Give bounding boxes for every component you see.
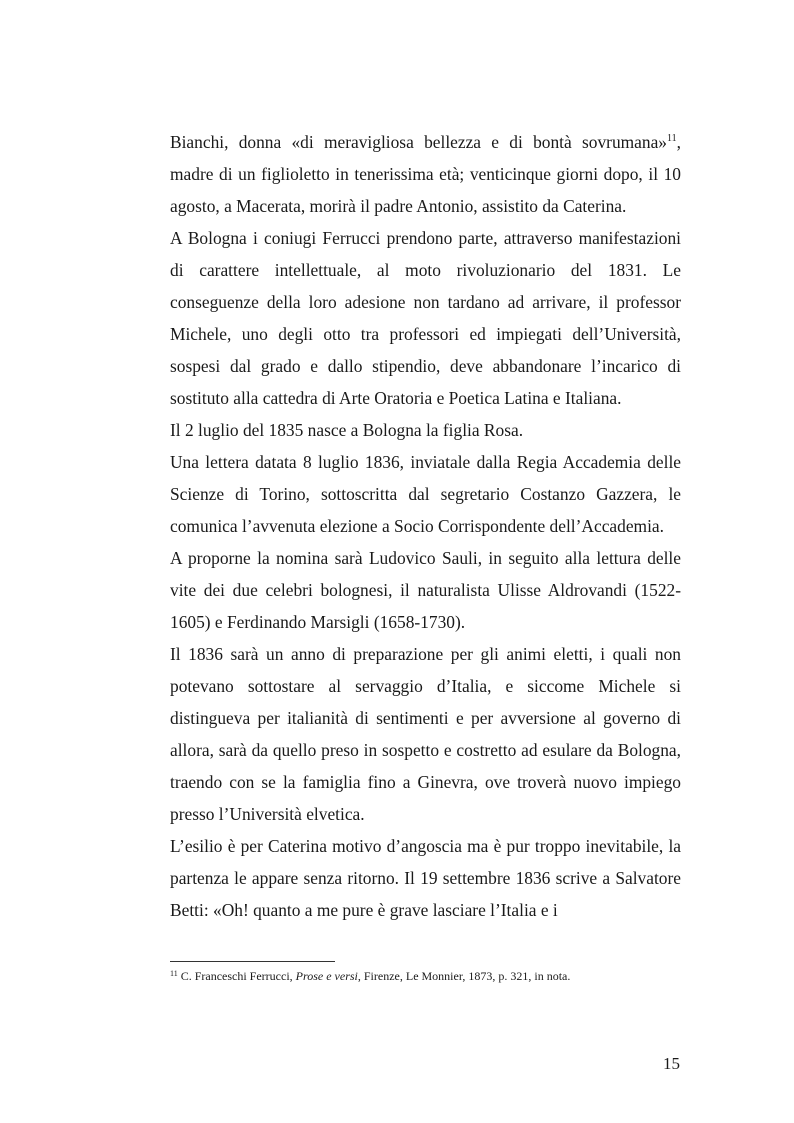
footnote-reference-11[interactable]: 11 [667,133,677,144]
paragraph-2: A Bologna i coniugi Ferrucci prendono parte, attraverso manifestazioni di carattere intellettuale, al moto rivoluzionario del 1831. Le conseguenze della loro adesione non tardano ad arrivare, il professor Michele, uno degli otto tra professori ed impiegati dell’Università, sospesi dal grado e dallo stipendio, deve abbandonare l’incarico di sostituto alla cattedra di Arte Oratoria e Poetica Latina e Italiana. [170,228,681,408]
body-text [170,126,681,926]
page-number: 15 [663,1054,680,1073]
paragraph-4: Una lettera datata 8 luglio 1836, inviatale dalla Regia Accademia delle Scienze di Torino, sottoscritta dal segretario Costanzo Gazzera, le comunica l’avvenuta elezione a Socio Corrispondente dell’Accademia. [170,452,681,536]
paragraph-6: Il 1836 sarà un anno di preparazione per gli animi eletti, i quali non potevano sottostare al servaggio d’Italia, e siccome Michele si distingueva per italianità di sentimenti e per avversione al governo di allora, sarà da quello preso in sospetto e costretto ad esulare da Bologna, traendo con se la famiglia fino a Ginevra, ove troverà nuovo impiego presso l’Università elvetica. [170,644,681,824]
footnote-number: 11 [170,969,178,978]
paragraph-5: A proporne la nomina sarà Ludovico Sauli, in seguito alla lettura delle vite dei due celebri bolognesi, il naturalista Ulisse Aldrovandi (1522-1605) e Ferdinando Marsigli (1658-1730). [170,548,681,632]
footnote-11 [170,969,690,984]
footnote-title: Prose e versi [295,969,358,983]
footnote-author: C. Franceschi Ferrucci, [177,969,296,983]
paragraph-7: L’esilio è per Caterina motivo d’angoscia ma è pur troppo inevitabile, la partenza le appare senza ritorno. Il 19 settembre 1836 scrive a Salvatore Betti: «Oh! quanto a me pure è grave lasciare l’Italia e i [170,836,681,920]
paragraph-1 [170,126,681,222]
footnote-publication: , Firenze, Le Monnier, 1873, p. 321, in nota. [357,969,571,983]
paragraph-3: Il 2 luglio del 1835 nasce a Bologna la figlia Rosa. [170,420,524,440]
paragraph-1-continuation: , madre di un figlioletto in tenerissima età; venticinque giorni dopo, il 10 agosto, a Macerata, morirà il padre Antonio, assistito da Caterina. [170,132,681,216]
footnote-separator [170,961,335,962]
paragraph-1-text: Bianchi, donna «di meravigliosa bellezza e di bontà sovrumana» [170,132,667,152]
